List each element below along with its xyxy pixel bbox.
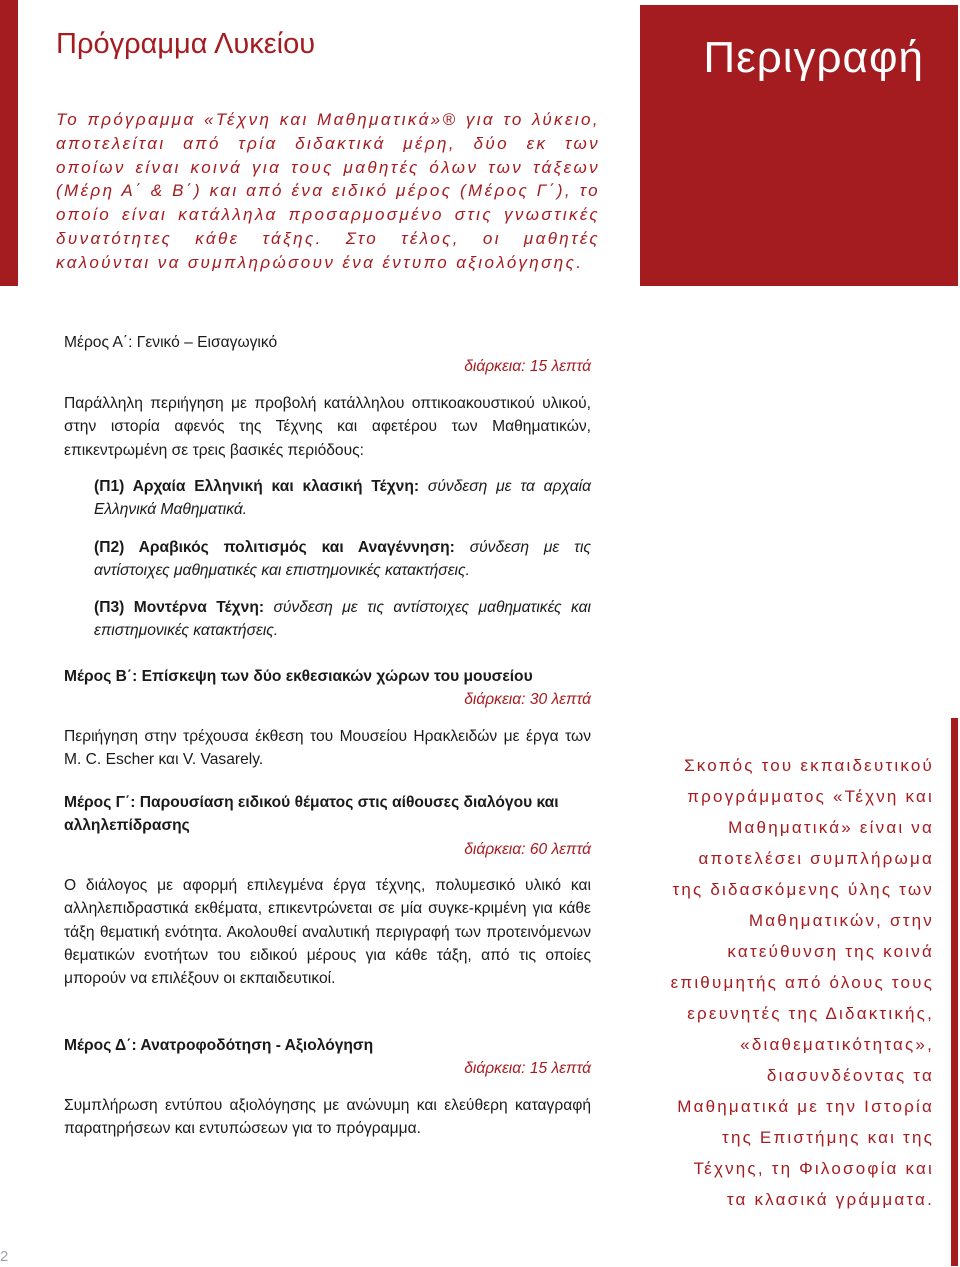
sidebar-line: τα κλασικά γράμματα. [726, 1190, 934, 1209]
description-title: Περιγραφή [703, 33, 924, 82]
sidebar-line: Μαθηματικά» είναι να [728, 818, 934, 837]
part-a-duration: διάρκεια: 15 λεπτά [464, 358, 591, 375]
part-b-text: Περιήγηση στην τρέχουσα έκθεση του Μουσείου Ηρακλειδών με έργα των M. C. Escher και V. Vasarely. [64, 728, 591, 769]
sidebar-line: «διαθεματικότητας», [740, 1035, 934, 1054]
sidebar-line: διασυνδέοντας τα [766, 1066, 934, 1085]
period-3 [94, 596, 591, 643]
sidebar-line: Μαθηματικά με την Ιστορία [677, 1097, 934, 1116]
page-title: Πρόγραμμα Λυκείου [56, 28, 316, 60]
part-d-text: Συμπλήρωση εντύπου αξιολόγησης με ανώνυμη και ελεύθερη καταγραφή παρατηρήσεων και εντυπώσεων για το πρόγραμμα. [64, 1097, 591, 1138]
period-1-desc: σύνδεση με τα αρχαία Ελληνικά Μαθηματικά. [94, 478, 591, 519]
description-box [640, 5, 958, 286]
part-d-heading: Μέρος Δ΄: Ανατροφοδότηση - Αξιολόγηση [64, 1037, 374, 1054]
period-2-label: (Π2) Αραβικός πολιτισμός και Αναγέννηση: [94, 539, 455, 556]
page-number: 2 [0, 1248, 9, 1265]
sidebar-line: της Επιστήμης και της [722, 1128, 934, 1147]
left-accent-bar [0, 0, 18, 286]
period-3-label: (Π3) Μοντέρνα Τέχνη: [94, 599, 265, 616]
part-b-duration: διάρκεια: 30 λεπτά [464, 691, 591, 708]
part-c-text: Ο διάλογος με αφορμή επιλεγμένα έργα τέχνης, πολυμεσικό υλικό και αλληλεπιδραστικά εκθέματα, επικεντρώνεται σε μία συγκε-κριμένη για κάθε τάξη θεματική ενότητα. Ακολουθεί αναλυτική περιγραφή των προτεινόμενων θεματικών ενοτήτων του ειδικού μέρους για κάθε τάξη, από τις οποίες μπορούν να επιλέξουν οι εκπαιδευτικοί. [64, 877, 591, 988]
sidebar-line: Μαθηματικών, στην [748, 911, 934, 930]
sidebar-quote [642, 750, 934, 1215]
period-2 [94, 536, 591, 583]
part-c-duration: διάρκεια: 60 λεπτά [464, 841, 591, 858]
sidebar-line: προγράμματος «Τέχνη και [687, 787, 934, 806]
sidebar-accent-line [951, 718, 958, 1266]
sidebar-line: της διδασκόμενης ύλης των [672, 880, 934, 899]
sidebar-line: αποτελέσει συμπλήρωμα [698, 849, 934, 868]
sidebar-line: ερευνητές της Διδακτικής, [687, 1004, 934, 1023]
sidebar-line: Τέχνης, τη Φιλοσοφία και [693, 1159, 934, 1178]
part-a-heading: Μέρος Α΄: Γενικό – Εισαγωγικό [64, 334, 278, 351]
part-a-text: Παράλληλη περιήγηση με προβολή κατάλληλου οπτικοακουστικού υλικού, στην ιστορία αφενός της Τέχνης και αφετέρου των Μαθηματικών, επικεντρωμένη σε τρεις βασικές περιόδους: [64, 395, 591, 459]
sidebar-line: κατεύθυνση της κοινά [727, 942, 934, 961]
period-3-desc: σύνδεση με τις αντίστοιχες μαθηματικές και επιστημονικές κατακτήσεις. [94, 599, 591, 640]
part-c-heading: Μέρος Γ΄: Παρουσίαση ειδικού θέματος στις αίθουσες διαλόγου και αλληλεπίδρασης [64, 794, 559, 835]
period-1 [94, 475, 591, 522]
part-d-duration: διάρκεια: 15 λεπτά [464, 1060, 591, 1077]
sidebar-line: επιθυμητής από όλους τους [670, 973, 934, 992]
part-a [64, 331, 591, 354]
period-1-label: (Π1) Αρχαία Ελληνική και κλασική Τέχνη: [94, 478, 420, 495]
period-2-desc: σύνδεση με τις αντίστοιχες μαθηματικές και επιστημονικές κατακτήσεις. [94, 539, 591, 580]
part-b-heading: Μέρος Β΄: Επίσκεψη των δύο εκθεσιακών χώρων του μουσείου [64, 668, 533, 685]
sidebar-line: Σκοπός του εκπαιδευτικού [684, 756, 934, 775]
intro-paragraph: Το πρόγραμμα «Τέχνη και Μαθηματικά»® για το λύκειο, αποτελείται από τρία διδακτικά μέρη, δύο εκ των οποίων είναι κοινά για τους μαθητές όλων των τάξεων (Μέρη Α΄ & Β΄) και από ένα ειδικό μέρος (Μέρος Γ΄), το οποίο είναι κατάλληλα προσαρμοσμένο στις γνωστικές δυνατότητες κάθε τάξης. Στο τέλος, οι μαθητές καλούνται να συμπληρώσουν ένα έντυπο αξιολόγησης. [56, 110, 600, 272]
